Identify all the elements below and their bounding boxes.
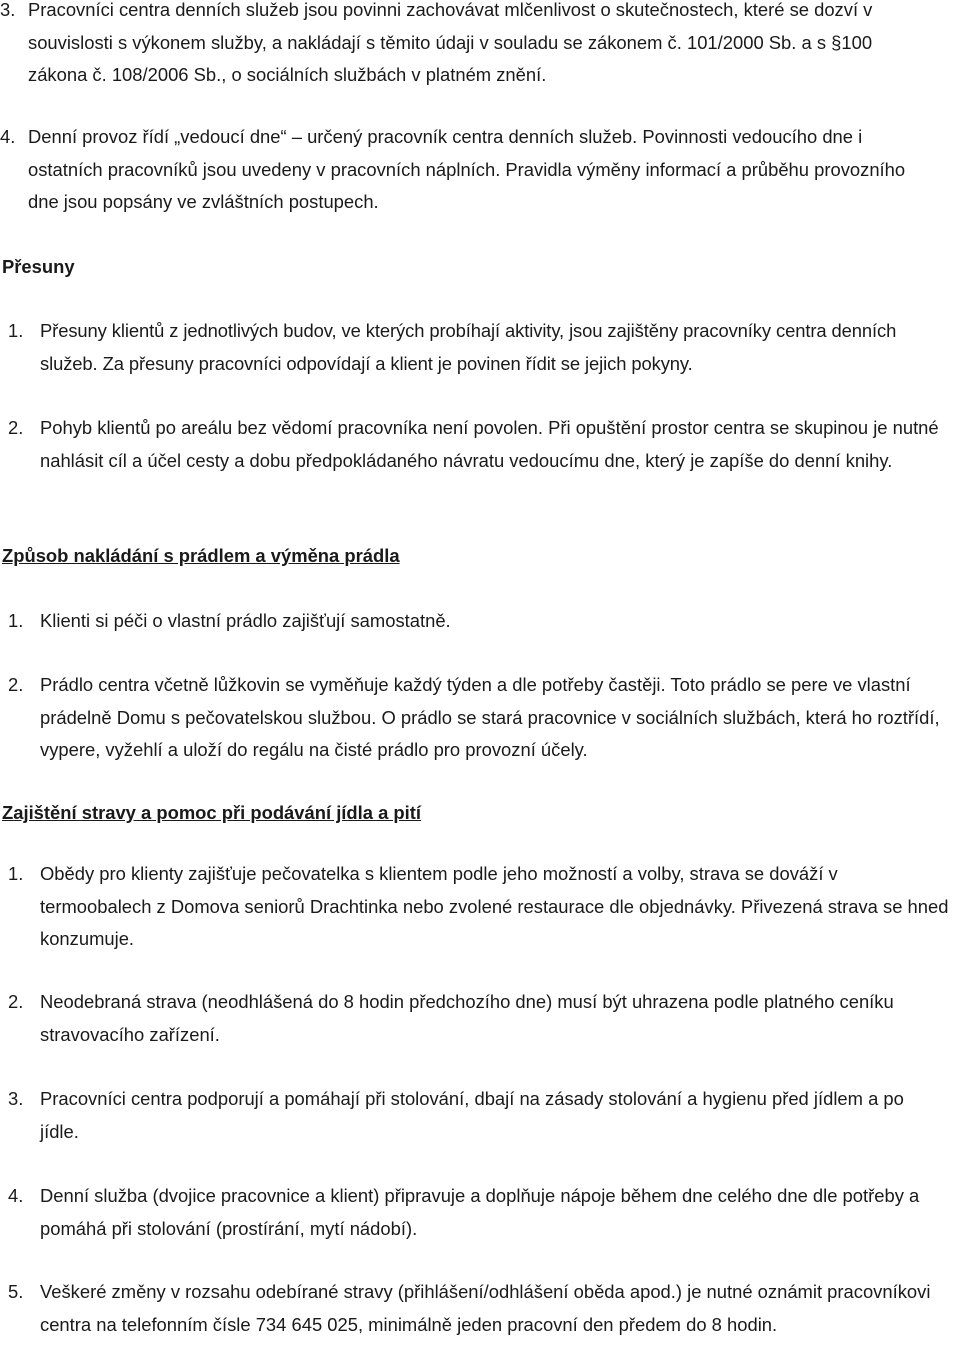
list-item — [0, 858, 960, 956]
list-item — [0, 605, 960, 638]
list-item — [0, 1180, 960, 1245]
list-item — [0, 1276, 960, 1341]
item-number: 1. — [8, 610, 24, 631]
item-text: Pohyb klientů po areálu bez vědomí pracovníka není povolen. Při opuštění prostor centra se skupinou je nutné nahlásit cíl a účel cesty a dobu předpokládaného návratu vedoucímu dne, který je zapíše do denní knihy. — [40, 417, 939, 471]
item-number: 2. — [8, 417, 24, 438]
item-number: 4. — [0, 126, 16, 147]
item-number: 2. — [8, 674, 24, 695]
item-text: Veškeré změny v rozsahu odebírané stravy (přihlášení/odhlášení oběda apod.) je nutné oznámit pracovníkovi centra na telefonním čísle 734 645 025, minimálně jeden pracovní den předem do 8 hodin. — [40, 1281, 931, 1335]
item-text: Neodebraná strava (neodhlášená do 8 hodin předchozího dne) musí být uhrazena podle platného ceníku stravovacího zařízení. — [40, 991, 894, 1045]
item-number: 5. — [8, 1281, 24, 1302]
item-text: Pracovníci centra denních služeb jsou povinni zachovávat mlčenlivost o skutečnostech, které se dozví v souvislosti s výkonem služby, a nakládají s těmito údaji v souladu se zákonem č. 101/2000 Sb. a s §100 zákona č. 108/2006 Sb., o sociálních službách v platném znění. — [28, 0, 873, 85]
section-heading: Přesuny — [2, 256, 75, 277]
item-number: 2. — [8, 991, 24, 1012]
item-number: 1. — [8, 863, 24, 884]
section-heading — [0, 540, 400, 573]
list-item — [0, 1083, 960, 1148]
section-heading-text: Způsob nakládání s prádlem a výměna prádla — [2, 545, 400, 566]
item-number: 1. — [8, 320, 24, 341]
item-text: Přesuny klientů z jednotlivých budov, ve kterých probíhají aktivity, jsou zajištěny pracovníky centra denních služeb. Za přesuny pracovníci odpovídají a klient je povinen řídit se jejich pokyny. — [40, 320, 897, 374]
list-item — [0, 669, 960, 767]
item-number: 3. — [0, 0, 16, 20]
list-item — [0, 315, 960, 380]
list-item — [0, 412, 960, 477]
section-heading — [0, 797, 421, 830]
section-heading-text: Zajištění stravy a pomoc při podávání jídla a pití — [2, 802, 422, 823]
item-number: 3. — [8, 1088, 24, 1109]
list-item — [0, 121, 958, 219]
item-text: Denní služba (dvojice pracovnice a klient) připravuje a doplňuje nápoje během dne celého dne dle potřeby a pomáhá při stolování (prostírání, mytí nádobí). — [40, 1185, 920, 1239]
item-text: Pracovníci centra podporují a pomáhají při stolování, dbají na zásady stolování a hygienu před jídlem a po jídle. — [40, 1088, 904, 1142]
item-text: Obědy pro klienty zajišťuje pečovatelka s klientem podle jeho možností a volby, strava se dováží v termoobalech z Domova seniorů Drachtinka nebo zvolené restaurace dle objednávky. Přivezená strava se hned konzumuje. — [40, 863, 949, 949]
item-text: Denní provoz řídí „vedoucí dne“ – určený pracovník centra denních služeb. Povinnosti vedoucího dne i ostatních pracovníků jsou uvedeny v pracovních náplních. Pravidla výměny informací a průběhu provozního dne jsou popsány ve zvláštních postupech. — [28, 126, 906, 212]
item-text: Prádlo centra včetně lůžkovin se vyměňuje každý týden a dle potřeby častěji. Toto prádlo se pere ve vlastní prádelně Domu s pečovatelskou službou. O prádlo se stará pracovnice v sociálních službách, která ho roztřídí, vypere, vyžehlí a uloží do regálu na čisté prádlo pro provozní účely. — [40, 674, 940, 760]
list-item — [0, 986, 960, 1051]
list-item — [0, 0, 958, 92]
item-number: 4. — [8, 1185, 24, 1206]
item-text: Klienti si péči o vlastní prádlo zajišťují samostatně. — [40, 610, 451, 631]
